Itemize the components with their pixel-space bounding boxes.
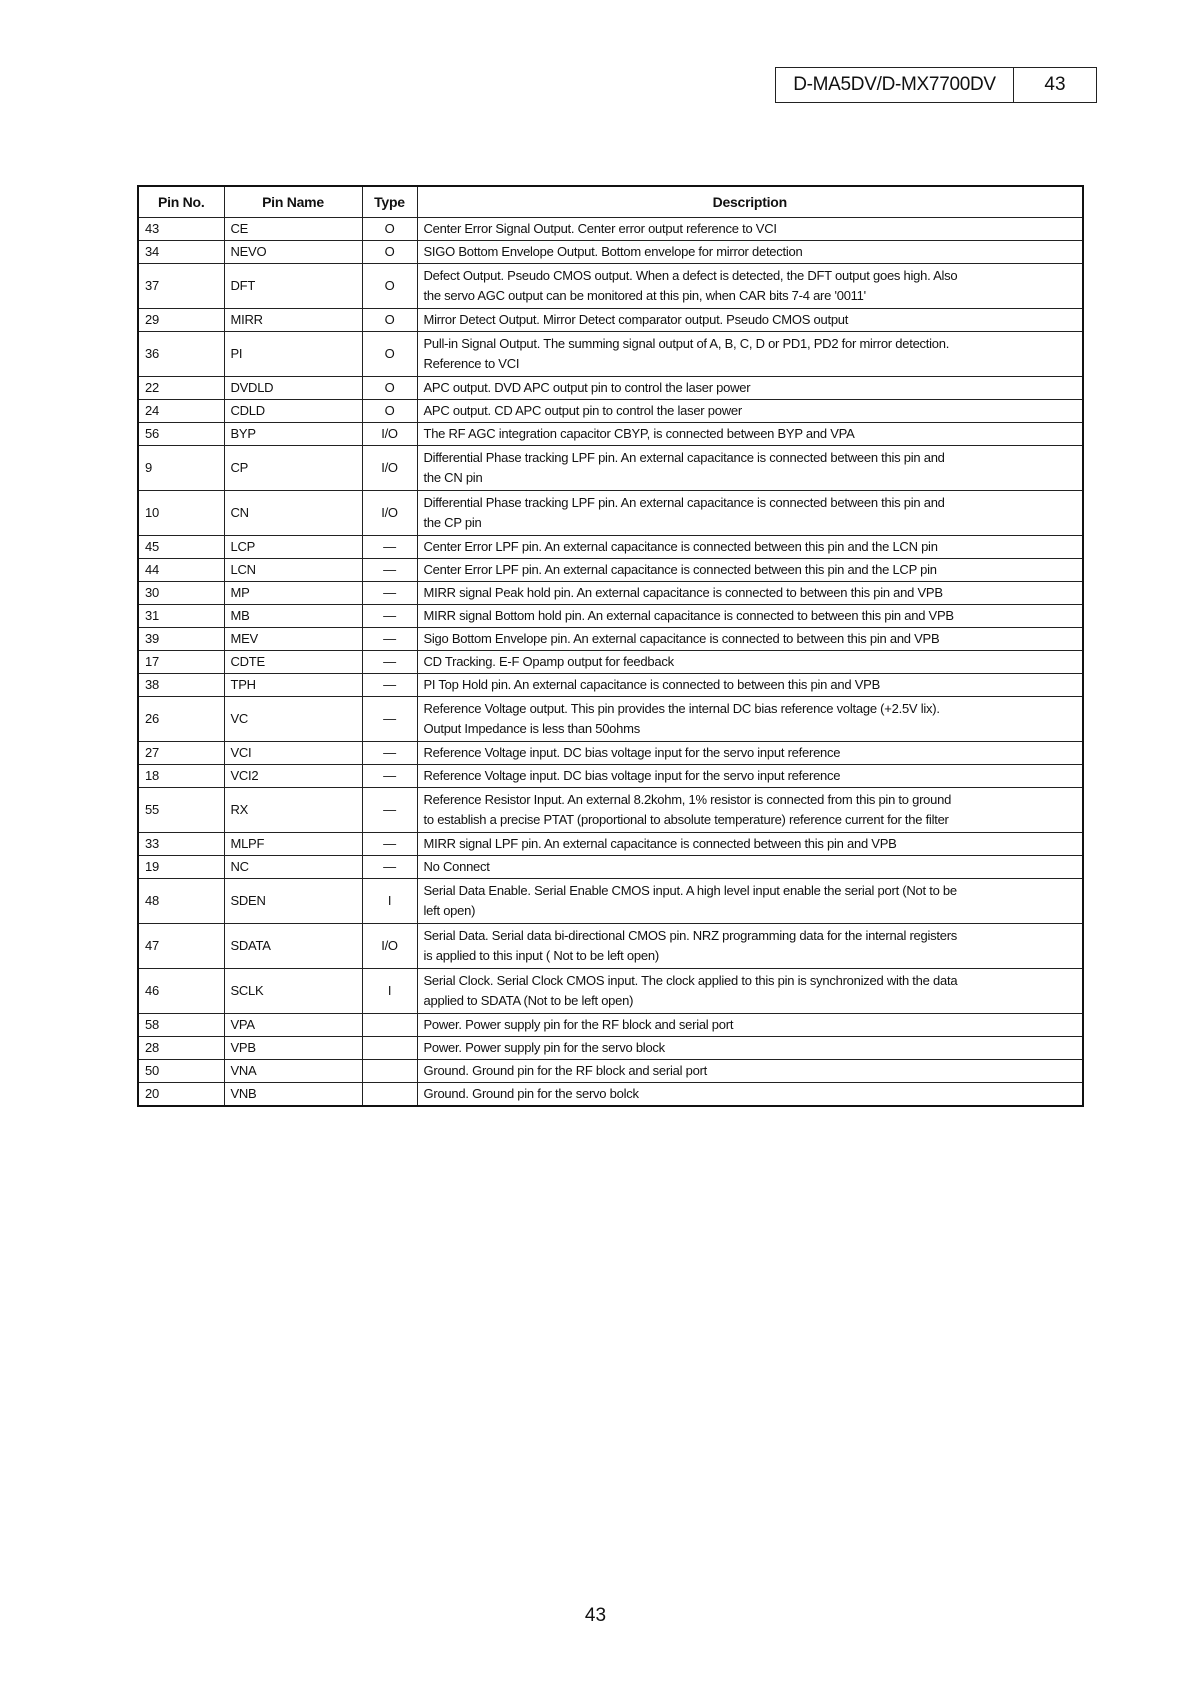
pin-number-cell: 19 [138,856,224,879]
table-row [138,674,1083,697]
column-header-pin-no: Pin No. [138,186,224,218]
description-cell [417,765,1083,788]
pin-name-cell: SDATA [224,924,362,969]
pin-number-cell: 22 [138,377,224,400]
table-row [138,651,1083,674]
description-line: left open) [423,903,476,918]
description-line: Power. Power supply pin for the RF block and serial port [423,1017,734,1032]
pin-number-cell: 55 [138,788,224,833]
pin-type-cell [362,1083,417,1107]
pin-name-cell: MP [224,582,362,605]
pin-name-cell: CE [224,218,362,241]
description-line: Differential Phase tracking LPF pin. An external capacitance is connected between this pin and [423,450,945,465]
pin-type-cell [362,1037,417,1060]
description-cell [417,559,1083,582]
description-cell [417,423,1083,446]
pin-number-cell: 47 [138,924,224,969]
pin-name-cell: TPH [224,674,362,697]
pin-type-cell: I/O [362,446,417,491]
pin-number-cell: 26 [138,697,224,742]
pin-type-cell: I [362,879,417,924]
pin-type-cell: O [362,400,417,423]
table-row [138,559,1083,582]
description-line: Defect Output. Pseudo CMOS output. When a defect is detected, the DFT output goes high. Also [423,268,958,283]
table-row [138,264,1083,309]
table-row [138,536,1083,559]
table-row [138,1083,1083,1107]
description-cell [417,742,1083,765]
description-line: the CN pin [423,470,483,485]
description-cell [417,1014,1083,1037]
pin-number-cell: 28 [138,1037,224,1060]
pin-number-cell: 10 [138,491,224,536]
table-row [138,1037,1083,1060]
pin-type-cell: — [362,628,417,651]
pin-type-cell: I/O [362,924,417,969]
description-line: PI Top Hold pin. An external capacitance is connected to between this pin and VPB [423,677,880,692]
pin-type-cell: — [362,674,417,697]
table-row [138,697,1083,742]
table-row [138,833,1083,856]
description-line: Reference Voltage output. This pin provides the internal DC bias reference voltage (+2.5V lix). [423,701,940,716]
pin-type-cell [362,1014,417,1037]
description-cell [417,1037,1083,1060]
pin-type-cell: I [362,969,417,1014]
table-row [138,491,1083,536]
description-line: Mirror Detect Output. Mirror Detect comparator output. Pseudo CMOS output [423,312,849,327]
description-cell [417,332,1083,377]
pin-number-cell: 37 [138,264,224,309]
table-row [138,332,1083,377]
description-cell [417,582,1083,605]
table-row [138,605,1083,628]
pin-name-cell: VCI [224,742,362,765]
pin-type-cell: — [362,697,417,742]
description-cell [417,241,1083,264]
table-header-row [138,186,1083,218]
description-line: Sigo Bottom Envelope pin. An external capacitance is connected to between this pin and VPB [423,631,940,646]
description-line: Ground. Ground pin for the RF block and serial port [423,1063,708,1078]
pin-number-cell: 43 [138,218,224,241]
table-row [138,241,1083,264]
pin-number-cell: 39 [138,628,224,651]
description-line: Center Error Signal Output. Center error output reference to VCI [423,221,777,236]
pin-number-cell: 34 [138,241,224,264]
table-row [138,218,1083,241]
description-line: the CP pin [423,515,482,530]
pin-type-cell: — [362,559,417,582]
pin-type-cell: — [362,536,417,559]
description-cell [417,879,1083,924]
pin-type-cell: — [362,605,417,628]
table-row [138,400,1083,423]
description-line: Reference to VCI [423,356,520,371]
pin-number-cell: 20 [138,1083,224,1107]
pin-type-cell: I/O [362,423,417,446]
pin-name-cell: VPB [224,1037,362,1060]
description-cell [417,628,1083,651]
pin-type-cell: — [362,856,417,879]
description-line: Serial Clock. Serial Clock CMOS input. The clock applied to this pin is synchronized with the data [423,973,958,988]
description-line: The RF AGC integration capacitor CBYP, is connected between BYP and VPA [423,426,855,441]
pin-type-cell: — [362,788,417,833]
table-row [138,582,1083,605]
column-header-type: Type [362,186,417,218]
pin-name-cell: VNB [224,1083,362,1107]
pin-type-cell: O [362,309,417,332]
pin-number-cell: 44 [138,559,224,582]
description-cell [417,446,1083,491]
description-line: SIGO Bottom Envelope Output. Bottom envelope for mirror detection [423,244,803,259]
table-row [138,377,1083,400]
pin-number-cell: 30 [138,582,224,605]
table-row [138,742,1083,765]
description-cell [417,1083,1083,1107]
description-line: Center Error LPF pin. An external capacitance is connected between this pin and the LCP pin [423,562,937,577]
column-header-description: Description [417,186,1083,218]
pin-type-cell: O [362,218,417,241]
description-line: Differential Phase tracking LPF pin. An external capacitance is connected between this pin and [423,495,945,510]
pin-type-cell: O [362,264,417,309]
table-row [138,446,1083,491]
description-line: Center Error LPF pin. An external capacitance is connected between this pin and the LCN pin [423,539,938,554]
table-body [138,218,1083,1107]
pin-name-cell: VNA [224,1060,362,1083]
description-cell [417,833,1083,856]
pin-type-cell: — [362,742,417,765]
description-cell [417,697,1083,742]
description-line: MIRR signal Peak hold pin. An external capacitance is connected to between this pin and VPB [423,585,943,600]
description-cell [417,856,1083,879]
pin-name-cell: DFT [224,264,362,309]
table-row [138,309,1083,332]
description-cell [417,400,1083,423]
pin-number-cell: 24 [138,400,224,423]
pin-name-cell: PI [224,332,362,377]
pin-number-cell: 46 [138,969,224,1014]
pin-type-cell: O [362,377,417,400]
pin-type-cell: I/O [362,491,417,536]
pin-type-cell: O [362,332,417,377]
description-cell [417,491,1083,536]
pin-type-cell: — [362,833,417,856]
page-header-box [775,67,1097,103]
description-cell [417,377,1083,400]
pin-type-cell: — [362,651,417,674]
pin-name-cell: CDLD [224,400,362,423]
table-row [138,924,1083,969]
table-row [138,879,1083,924]
pin-name-cell: NEVO [224,241,362,264]
description-line: to establish a precise PTAT (proportional to absolute temperature) reference current for the filter [423,812,949,827]
description-line: APC output. DVD APC output pin to control the laser power [423,380,751,395]
description-line: is applied to this input ( Not to be left open) [423,948,659,963]
description-line: CD Tracking. E-F Opamp output for feedback [423,654,674,669]
pin-name-cell: VC [224,697,362,742]
pin-number-cell: 58 [138,1014,224,1037]
description-cell [417,264,1083,309]
description-cell [417,788,1083,833]
description-line: the servo AGC output can be monitored at this pin, when CAR bits 7-4 are '0011' [423,288,866,303]
pin-type-cell: — [362,765,417,788]
pin-number-cell: 45 [138,536,224,559]
pin-number-cell: 33 [138,833,224,856]
pin-name-cell: LCN [224,559,362,582]
pin-name-cell: MIRR [224,309,362,332]
pin-name-cell: NC [224,856,362,879]
description-cell [417,969,1083,1014]
description-line: MIRR signal Bottom hold pin. An external capacitance is connected to between this pin and VPB [423,608,954,623]
table-row [138,1014,1083,1037]
pin-type-cell [362,1060,417,1083]
pin-name-cell: MB [224,605,362,628]
pin-number-cell: 48 [138,879,224,924]
table-row [138,969,1083,1014]
table-row [138,856,1083,879]
table-row [138,423,1083,446]
pin-name-cell: LCP [224,536,362,559]
description-line: applied to SDATA (Not to be left open) [423,993,634,1008]
description-cell [417,924,1083,969]
pin-name-cell: CP [224,446,362,491]
description-cell [417,651,1083,674]
pin-number-cell: 17 [138,651,224,674]
table-row [138,788,1083,833]
pin-name-cell: MLPF [224,833,362,856]
pin-number-cell: 27 [138,742,224,765]
description-cell [417,1060,1083,1083]
description-cell [417,218,1083,241]
description-line: Pull-in Signal Output. The summing signal output of A, B, C, D or PD1, PD2 for mirror detection. [423,336,950,351]
pin-name-cell: BYP [224,423,362,446]
table-row [138,765,1083,788]
pin-name-cell: VCI2 [224,765,362,788]
description-line: No Connect [423,859,490,874]
pin-number-cell: 29 [138,309,224,332]
pin-name-cell: SCLK [224,969,362,1014]
description-line: Output Impedance is less than 50ohms [423,721,640,736]
pin-name-cell: VPA [224,1014,362,1037]
pin-name-cell: MEV [224,628,362,651]
pin-number-cell: 18 [138,765,224,788]
description-line: Serial Data. Serial data bi-directional CMOS pin. NRZ programming data for the internal registers [423,928,958,943]
description-line: Ground. Ground pin for the servo bolck [423,1086,639,1101]
pin-name-cell: CN [224,491,362,536]
table-row [138,628,1083,651]
description-line: APC output. CD APC output pin to control the laser power [423,403,742,418]
description-cell [417,605,1083,628]
description-line: MIRR signal LPF pin. An external capacitance is connected between this pin and VPB [423,836,897,851]
pin-name-cell: DVDLD [224,377,362,400]
pin-number-cell: 56 [138,423,224,446]
pin-type-cell: — [362,582,417,605]
pin-number-cell: 36 [138,332,224,377]
model-number: D-MA5DV/D-MX7700DV [776,68,1014,102]
description-line: Serial Data Enable. Serial Enable CMOS input. A high level input enable the serial port (Not to be [423,883,957,898]
pin-description-table [137,185,1084,1107]
description-line: Reference Resistor Input. An external 8.2kohm, 1% resistor is connected from this pin to ground [423,792,952,807]
pin-number-cell: 31 [138,605,224,628]
pin-name-cell: CDTE [224,651,362,674]
pin-name-cell: RX [224,788,362,833]
table-row [138,1060,1083,1083]
pin-number-cell: 38 [138,674,224,697]
description-line: Reference Voltage input. DC bias voltage input for the servo input reference [423,768,841,783]
description-cell [417,536,1083,559]
pin-name-cell: SDEN [224,879,362,924]
description-cell [417,674,1083,697]
column-header-pin-name: Pin Name [224,186,362,218]
pin-type-cell: O [362,241,417,264]
description-line: Reference Voltage input. DC bias voltage input for the servo input reference [423,745,841,760]
header-page-number: 43 [1044,74,1066,95]
pin-number-cell: 9 [138,446,224,491]
footer-page-number: 43 [584,1605,607,1626]
pin-number-cell: 50 [138,1060,224,1083]
description-cell [417,309,1083,332]
description-line: Power. Power supply pin for the servo block [423,1040,665,1055]
